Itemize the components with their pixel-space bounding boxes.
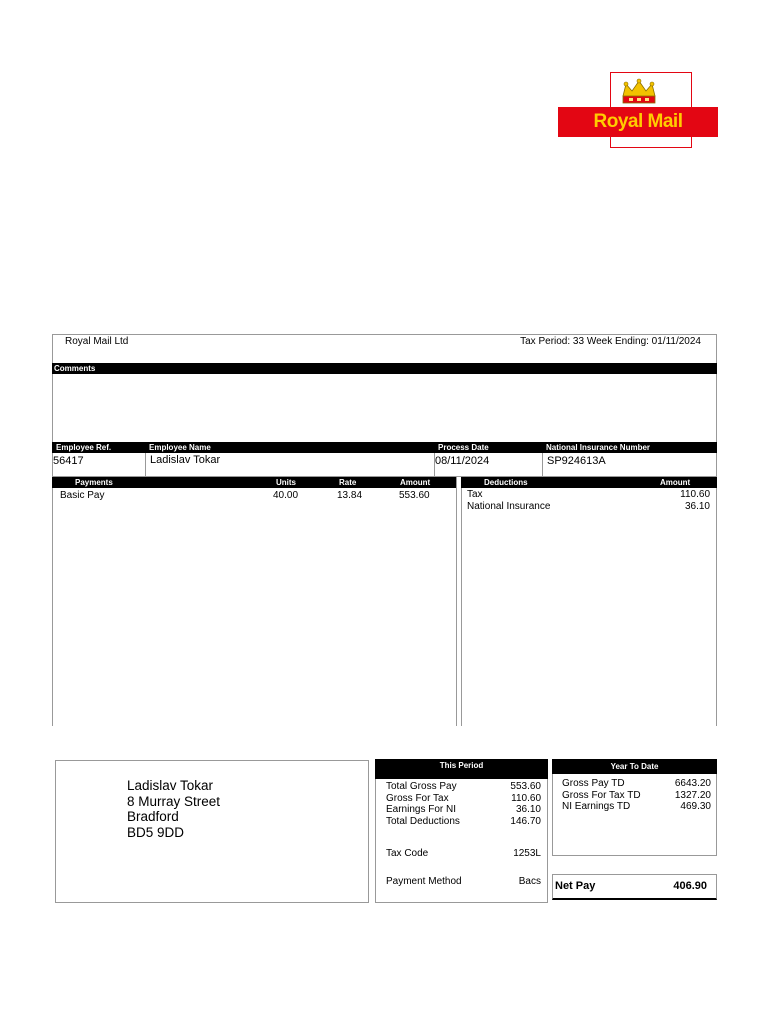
- this-period-row: [386, 781, 541, 793]
- row-label: Total Gross Pay: [386, 781, 457, 792]
- this-period-header-label: This Period: [439, 761, 484, 770]
- this-period-row: [386, 816, 541, 828]
- employee-name-header: Employee Name: [149, 443, 211, 452]
- ytd-header: [552, 759, 717, 774]
- row-value: 1327.20: [674, 789, 711, 801]
- units-header: Units: [276, 478, 296, 487]
- row-label: Total Deductions: [386, 815, 460, 827]
- amount-header: Amount: [400, 478, 431, 487]
- employee-ref-header: Employee Ref.: [56, 443, 112, 452]
- row-value: 553.60: [510, 781, 541, 792]
- deductions-left-border: [461, 477, 462, 726]
- ytd-rows: [562, 778, 711, 813]
- deduction-row-amount: 36.10: [684, 501, 710, 512]
- address-line: Ladislav Tokar: [127, 778, 214, 793]
- employee-name: Ladislav Tokar: [150, 454, 221, 466]
- comments-header-label: Comments: [54, 364, 96, 373]
- deduction-row-amount: 110.60: [680, 489, 710, 500]
- row-label: Earnings For NI: [386, 804, 457, 815]
- payment-method-label: Payment Method: [386, 876, 462, 887]
- address-line: 8 Murray Street: [127, 793, 221, 809]
- tax-code: 1253L: [513, 848, 541, 859]
- logo-text: Royal Mail: [593, 111, 683, 132]
- this-period-row: [386, 804, 541, 816]
- ytd-row: [562, 778, 711, 790]
- tax-code-label: Tax Code: [386, 848, 429, 859]
- address-line: Bradford: [127, 809, 179, 824]
- this-period-row: [386, 793, 541, 805]
- ni-number: SP924613A: [547, 455, 606, 467]
- row-label: Gross Pay TD: [562, 778, 625, 789]
- this-period-rows: [386, 781, 541, 827]
- deduction-amount-header: Amount: [660, 478, 691, 487]
- net-pay-label: Net Pay: [555, 880, 596, 892]
- tax-period: Tax Period: 33 Week Ending: 01/11/2024: [520, 336, 701, 347]
- divider: [542, 453, 543, 477]
- row-value: 6643.20: [674, 778, 711, 789]
- address-block: [127, 778, 220, 840]
- deductions-header: Deductions: [484, 478, 528, 487]
- row-value: 110.60: [511, 792, 541, 804]
- rate-header: Rate: [339, 478, 357, 487]
- ytd-header-label: Year To Date: [610, 762, 659, 771]
- comments-header: [52, 363, 717, 374]
- employee-ref: 56417: [53, 455, 84, 467]
- row-value: 146.70: [510, 815, 541, 827]
- payments-header: Payments: [75, 478, 113, 487]
- ytd-row: [562, 790, 711, 802]
- ytd-row: [562, 801, 711, 813]
- process-date: 08/11/2024: [435, 455, 490, 467]
- net-pay-value: 406.90: [673, 880, 707, 892]
- deduction-row-label: National Insurance: [467, 501, 551, 512]
- payment-row-rate: 13.84: [337, 490, 363, 501]
- payment-row-label: Basic Pay: [60, 490, 105, 501]
- company-name: Royal Mail Ltd: [65, 336, 129, 347]
- payment-row-units: 40.00: [273, 490, 299, 501]
- row-label: Gross For Tax: [386, 792, 449, 804]
- payment-method: Bacs: [518, 876, 541, 887]
- row-value: 469.30: [680, 801, 711, 812]
- crown-icon: [617, 78, 661, 106]
- payment-row-amount: 553.60: [399, 490, 430, 501]
- address-line: BD5 9DD: [127, 824, 185, 840]
- row-label: NI Earnings TD: [562, 801, 631, 812]
- payments-right-border: [456, 477, 457, 726]
- process-date-header: Process Date: [438, 443, 489, 452]
- payslip-frame: [52, 334, 717, 726]
- row-label: Gross For Tax TD: [562, 789, 641, 801]
- row-value: 36.10: [515, 804, 541, 815]
- this-period-header: [375, 759, 548, 779]
- divider: [145, 453, 146, 477]
- ni-number-header: National Insurance Number: [546, 443, 651, 452]
- deduction-row-label: Tax: [467, 489, 483, 500]
